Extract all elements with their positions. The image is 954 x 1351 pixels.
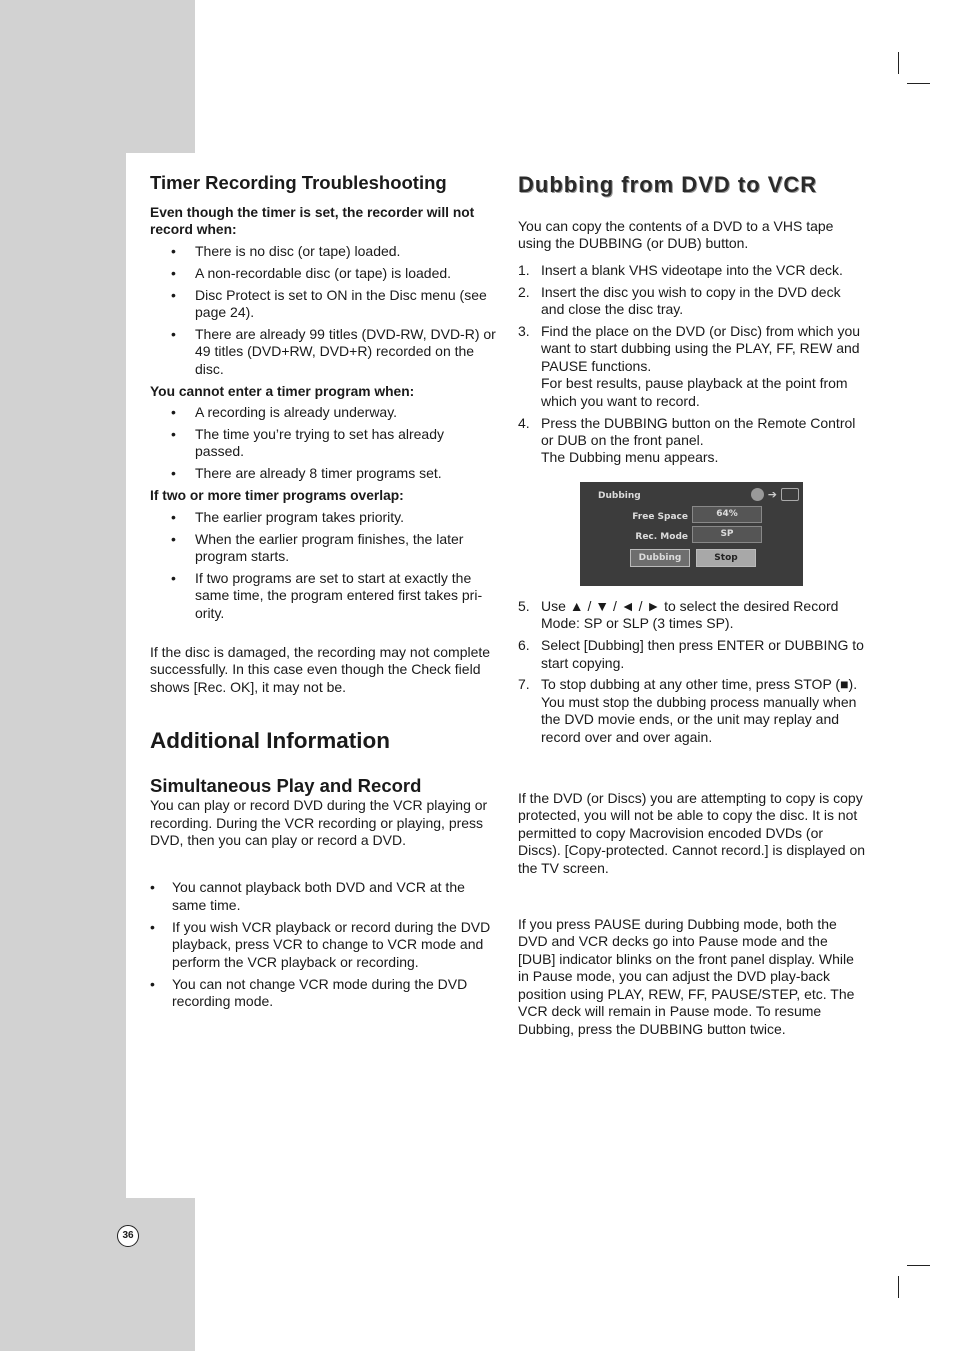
list-item: • You cannot playback both DVD and VCR at the same time. bbox=[150, 879, 496, 914]
simultaneous-list bbox=[150, 879, 496, 1010]
step-text: Insert the disc you wish to copy in the DVD deck and close the disc tray. bbox=[541, 283, 841, 318]
list-item: • If you wish VCR playback or record during the DVD playback, press VCR to change to VCR mode and perform the VCR playback or recording. bbox=[150, 919, 496, 971]
step-item bbox=[518, 323, 866, 410]
step-number: 1. bbox=[518, 261, 530, 278]
damaged-disc-note: If the disc is damaged, the recording may not complete successfully. In this case even though the Check field shows [Rec. OK], it may not be. bbox=[150, 644, 491, 695]
step-item bbox=[518, 415, 866, 467]
condition-heading: If two or more timer programs overlap: bbox=[150, 488, 404, 504]
section-title-timer: Timer Recording Troubleshooting bbox=[150, 172, 447, 193]
rec-mode-value: SP bbox=[692, 526, 762, 543]
section-title-additional: Additional Information bbox=[150, 728, 390, 754]
left-column bbox=[150, 172, 496, 1015]
margin-band-top bbox=[0, 0, 195, 153]
list-item: • There is no disc (or tape) loaded. bbox=[150, 243, 496, 260]
arrow-right-icon: ➔ bbox=[767, 487, 777, 501]
dubbing-intro: You can copy the contents of a DVD to a VHS tape using the DUBBING (or DUB) button. bbox=[518, 218, 834, 252]
dubbing-title: Dubbing from DVD to VCR bbox=[518, 172, 818, 197]
step-number: 2. bbox=[518, 283, 530, 300]
step-text: To stop dubbing at any other time, press STOP (■). bbox=[541, 676, 858, 693]
condition-list bbox=[150, 404, 496, 483]
step-text: Use ▲ / ▼ / ◄ / ► to select the desired Record Mode: SP or SLP (3 times SP). bbox=[541, 597, 839, 632]
step-text: Press the DUBBING button on the Remote Control or DUB on the front panel. bbox=[541, 414, 856, 448]
condition-list bbox=[150, 243, 496, 378]
step-number: 3. bbox=[518, 323, 530, 340]
step-item bbox=[518, 637, 866, 672]
step-item bbox=[518, 284, 866, 319]
osd-title: Dubbing bbox=[598, 490, 641, 501]
right-column bbox=[518, 172, 866, 1038]
osd-stop-button: Stop bbox=[696, 549, 756, 567]
step-number: 4. bbox=[518, 414, 530, 431]
step-item bbox=[518, 262, 866, 279]
copy-protection-note: If the DVD (or Discs) you are attempting to copy is copy protected, you will not be able to copy the disc. It is not permitted to copy Macrovision encoded DVDs (or Discs). [Copy-protected. Cannot record.] is displayed on the TV screen. bbox=[518, 790, 866, 876]
steps-list bbox=[518, 598, 866, 746]
list-item: • Disc Protect is set to ON in the Disc menu (see page 24). bbox=[150, 287, 496, 322]
list-item: • A recording is already underway. bbox=[150, 404, 496, 421]
condition-heading: You cannot enter a timer program when: bbox=[150, 383, 415, 399]
step-extra: For best results, pause playback at the point from which you want to record. bbox=[541, 375, 848, 409]
section-title-simultaneous: Simultaneous Play and Record bbox=[150, 775, 422, 797]
step-extra: You must stop the dubbing process manually when the DVD movie ends, or the unit may replay and record over and over again. bbox=[541, 693, 857, 745]
steps-list bbox=[518, 262, 866, 467]
pause-note: If you press PAUSE during Dubbing mode, both the DVD and VCR decks go into Pause mode and the [DUB] indicator blinks on the front panel display. While in Pause mode, you can adjust the DVD play-back position using PLAY, REW, FF, PAUSE/STEP, etc. The VCR deck will remain in Pause mode. To resume Dubbing, press the DUBBING button twice. bbox=[518, 916, 855, 1037]
margin-band-left bbox=[0, 153, 126, 1198]
list-item: • The time you’re trying to set has already passed. bbox=[150, 426, 496, 461]
list-item: • If two programs are set to start at exactly the same time, the program entered first takes pri-ority. bbox=[150, 570, 496, 622]
step-text: Insert a blank VHS videotape into the VCR deck. bbox=[541, 261, 843, 278]
crop-mark bbox=[907, 83, 930, 84]
disc-icon bbox=[751, 488, 764, 501]
step-number: 6. bbox=[518, 637, 530, 654]
crop-mark bbox=[898, 1276, 899, 1298]
step-number: 5. bbox=[518, 597, 530, 614]
rec-mode-label: Rec. Mode bbox=[635, 531, 688, 542]
condition-list bbox=[150, 509, 496, 622]
margin-band-bottom bbox=[0, 1198, 195, 1351]
step-text: Find the place on the DVD (or Disc) from which you want to start dubbing using the PLAY, FF, REW and PAUSE functions. bbox=[541, 323, 861, 374]
condition-heading: Even though the timer is set, the recorder will not record when: bbox=[150, 205, 475, 238]
list-item: • A non-recordable disc (or tape) is loaded. bbox=[150, 265, 496, 282]
list-item: • There are already 99 titles (DVD-RW, DVD-R) or 49 titles (DVD+RW, DVD+R) recorded on the disc. bbox=[150, 326, 496, 378]
step-number: 7. bbox=[518, 676, 530, 693]
dubbing-menu-screenshot bbox=[580, 482, 803, 586]
list-item: • You can not change VCR mode during the DVD recording mode. bbox=[150, 976, 496, 1011]
crop-mark bbox=[898, 52, 899, 74]
list-item: • There are already 8 timer programs set. bbox=[150, 465, 496, 482]
page-number: 36 bbox=[117, 1225, 139, 1247]
osd-icons bbox=[751, 486, 799, 503]
free-space-label: Free Space bbox=[632, 511, 688, 522]
osd-dubbing-button: Dubbing bbox=[630, 549, 690, 567]
crop-mark bbox=[907, 1265, 930, 1266]
step-item bbox=[518, 598, 866, 633]
step-text: Select [Dubbing] then press ENTER or DUBBING to start copying. bbox=[541, 637, 864, 671]
tape-icon bbox=[781, 488, 799, 501]
simultaneous-text: You can play or record DVD during the VCR playing or recording. During the VCR recording or playing, press DVD, then you can play or record a DVD. bbox=[150, 797, 488, 849]
step-item bbox=[518, 676, 866, 746]
list-item: • When the earlier program finishes, the later program starts. bbox=[150, 531, 496, 566]
free-space-value: 64% bbox=[692, 506, 762, 523]
step-extra: The Dubbing menu appears. bbox=[541, 449, 719, 466]
list-item: • The earlier program takes priority. bbox=[150, 509, 496, 526]
